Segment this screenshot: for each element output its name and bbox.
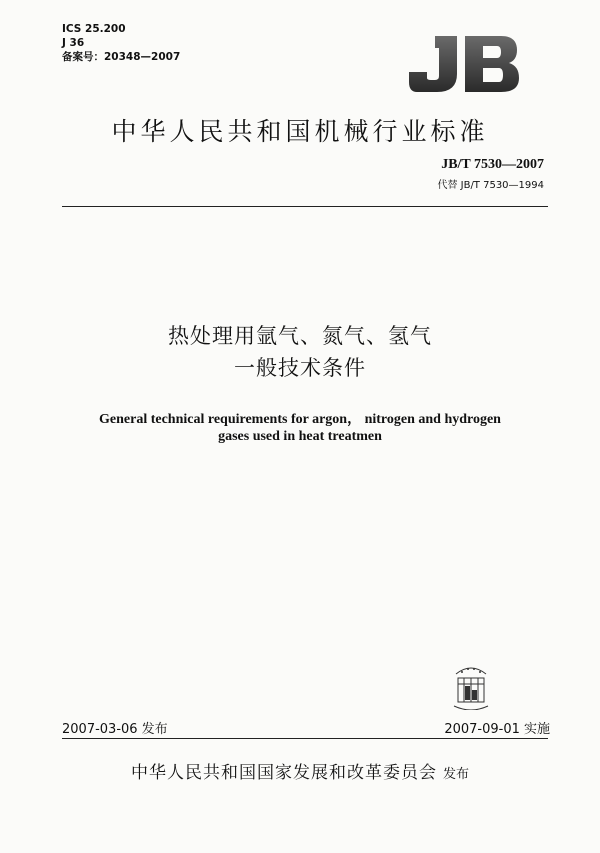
publisher-line [0,758,600,783]
publisher-name: 中华人民共和国国家发展和改革委员会 [130,763,437,783]
publisher-seal-icon [450,664,492,710]
publish-date: 2007-03-06 发布 [62,722,168,737]
standard-number: JB/T 7530—2007 [441,157,544,172]
publisher-suffix: 发布 [442,767,469,782]
jb-logo [405,32,523,96]
ics-code: ICS 25.200 [62,23,126,35]
title-english-line1: General technical requirements for argon， nitrogen and hydrogen [99,412,501,427]
standard-body-name: 中华人民共和国机械行业标准 [111,117,489,146]
bottom-divider [62,738,548,739]
title-chinese-line2: 一般技术条件 [234,356,366,380]
classification-code: J 36 [62,37,85,49]
title-english-line2: gases used in heat treatmen [218,429,382,444]
replaces-standard: 代替 JB/T 7530—1994 [437,180,544,191]
implementation-date: 2007-09-01 实施 [444,722,550,737]
top-divider [62,206,548,207]
filing-number: 备案号：20348—2007 [62,51,181,63]
title-chinese-line1: 热处理用氩气、氮气、氢气 [168,324,432,348]
